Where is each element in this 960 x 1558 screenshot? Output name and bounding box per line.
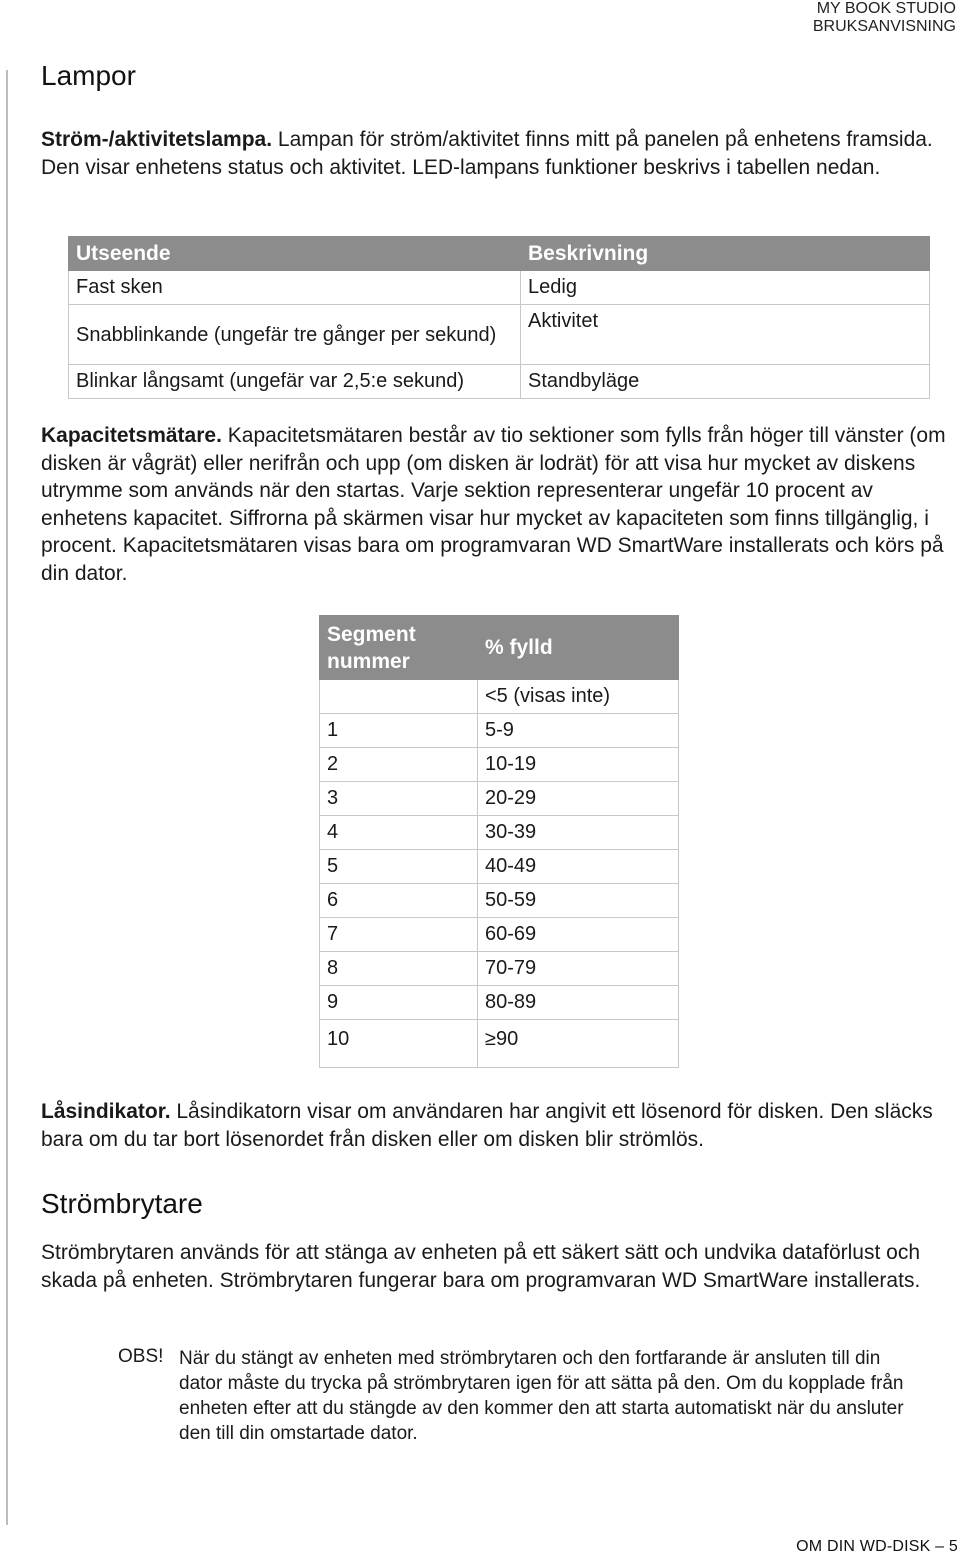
segment-fill-cell: 60-69 [478, 918, 679, 952]
lock-paragraph [41, 1098, 951, 1153]
lamps-intro-paragraph [41, 126, 951, 181]
segment-fill-cell: <5 (visas inte) [478, 680, 679, 714]
segment-fill-cell: 5-9 [478, 714, 679, 748]
led-description-cell: Standbyläge [521, 365, 930, 399]
segment-fill-cell: ≥90 [478, 1020, 679, 1068]
segment-fill-cell: 70-79 [478, 952, 679, 986]
segment-number-cell [320, 680, 478, 714]
switch-paragraph: Strömbrytaren används för att stänga av enheten på ett säkert sätt och undvika dataförlust och skada på enheten. Strömbrytaren fungerar bara om programvaran WD SmartWare installerats. [41, 1241, 921, 1292]
table-row [320, 952, 679, 986]
lock-bold: Låsindikator. [41, 1100, 171, 1123]
left-margin-rule [6, 70, 8, 1525]
led-description-cell: Aktivitet [521, 305, 930, 365]
table-row [320, 1020, 679, 1068]
segment-number-cell: 5 [320, 850, 478, 884]
capacity-paragraph [41, 422, 951, 587]
note-label: OBS! [118, 1346, 164, 1367]
segment-fill-cell: 30-39 [478, 816, 679, 850]
segment-number-cell: 10 [320, 1020, 478, 1068]
table-row [69, 365, 930, 399]
table-row [320, 986, 679, 1020]
table-row [320, 680, 679, 714]
segment-fill-cell: 40-49 [478, 850, 679, 884]
segment-number-cell: 6 [320, 884, 478, 918]
lamps-intro-bold: Ström-/aktivitetslampa. [41, 128, 273, 151]
table-row [320, 748, 679, 782]
led-header-description: Beskrivning [521, 237, 930, 271]
segment-header-number: Segment nummer [320, 616, 478, 680]
table-row [69, 305, 930, 365]
table-row [320, 850, 679, 884]
segment-number-cell: 8 [320, 952, 478, 986]
led-description-cell: Ledig [521, 271, 930, 305]
page-footer: OM DIN WD-DISK – 5 [796, 1538, 958, 1555]
section-title-lamps: Lampor [41, 60, 136, 91]
segment-fill-cell: 50-59 [478, 884, 679, 918]
table-row [320, 918, 679, 952]
capacity-text: Kapacitetsmätaren består av tio sektioner som fylls från höger till vänster (om disken är vågrät) eller nerifrån och upp (om disken är lodrät) för att visa hur mycket av diskens utrymme som används när den startas. Varje sektion representerar ungefär 10 procent av enhetens kapacitet. Siffrorna på skärmen visar hur mycket av kapaciteten som finns tillgänglig, i procent. Kapacitetsmätaren visas bara om programvaran WD SmartWare installerats och körs på din dator. [41, 424, 946, 585]
segment-table-header-row [320, 616, 679, 680]
segment-table [319, 615, 679, 1068]
led-header-appearance: Utseende [69, 237, 521, 271]
segment-number-cell: 1 [320, 714, 478, 748]
segment-fill-cell: 10-19 [478, 748, 679, 782]
segment-number-cell: 4 [320, 816, 478, 850]
led-table-header-row [69, 237, 930, 271]
led-appearance-cell: Blinkar långsamt (ungefär var 2,5:e sekund) [69, 365, 521, 399]
lock-text: Låsindikatorn visar om användaren har angivit ett lösenord för disken. Den släcks bara om du tar bort lösenordet från disken eller om disken blir strömlös. [41, 1100, 933, 1151]
table-row [320, 816, 679, 850]
segment-number-cell: 7 [320, 918, 478, 952]
table-row [69, 271, 930, 305]
segment-number-cell: 9 [320, 986, 478, 1020]
segment-fill-cell: 80-89 [478, 986, 679, 1020]
led-appearance-cell: Fast sken [69, 271, 521, 305]
led-appearance-cell: Snabblinkande (ungefär tre gånger per sekund) [69, 305, 521, 365]
note-text: När du stängt av enheten med strömbrytaren och den fortfarande är ansluten till din dator måste du trycka på strömbrytaren igen för att sätta på den. Om du kopplade från enheten efter att du stängde av den kommer den att starta automatiskt när du ansluter den till din omstartade dator. [179, 1348, 904, 1444]
header-manual-label: BRUKSANVISNING [812, 18, 956, 35]
capacity-bold: Kapacitetsmätare. [41, 424, 222, 447]
table-row [320, 714, 679, 748]
segment-number-cell: 2 [320, 748, 478, 782]
segment-number-cell: 3 [320, 782, 478, 816]
lamps-intro-text: Lampan för ström/aktivitet finns mitt på panelen på enhetens framsida. Den visar enhetens status och aktivitet. LED-lampans funktioner beskrivs i tabellen nedan. [41, 128, 933, 179]
table-row [320, 884, 679, 918]
header-product-name: MY BOOK STUDIO [816, 0, 956, 17]
table-row [320, 782, 679, 816]
segment-fill-cell: 20-29 [478, 782, 679, 816]
segment-header-fill: % fylld [478, 616, 679, 680]
section-title-switch: Strömbrytare [41, 1188, 203, 1219]
led-status-table [68, 236, 930, 399]
